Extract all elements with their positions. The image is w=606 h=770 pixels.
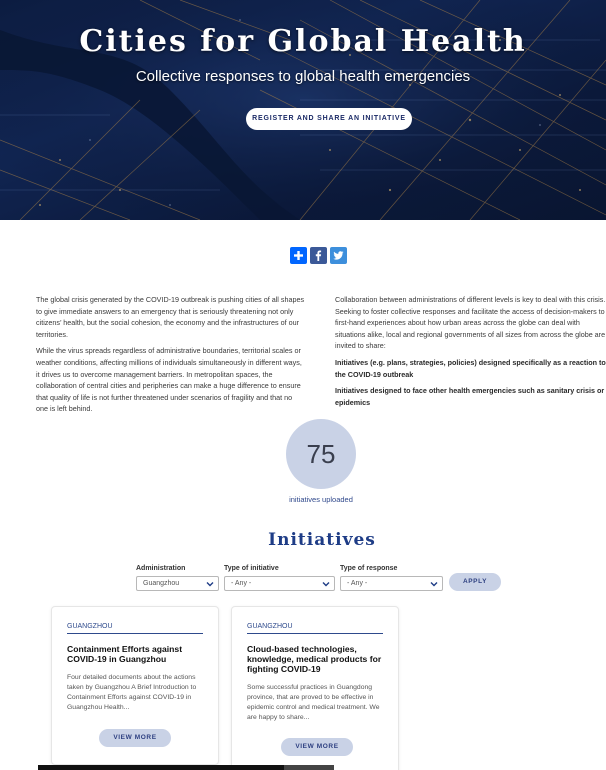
filter-type-initiative-label: Type of initiative (224, 565, 279, 572)
initiative-card (231, 606, 399, 770)
initiative-card (51, 606, 219, 765)
register-initiative-button[interactable]: REGISTER AND SHARE AN INITIATIVE (246, 108, 412, 130)
intro-paragraph: Collaboration between administrations of different levels is key to deal with this crisis. Seeking to foster collective responses and facilitate the access of decision-makers to first-hand experiences about how urban areas across the globe can deal with situations alike, local and regional governments of all sizes from across the globe are invited to share: (335, 295, 606, 351)
intro-left-column (36, 294, 306, 420)
chevron-down-icon (206, 580, 214, 588)
filter-type-response (340, 565, 443, 591)
intro-paragraph: The global crisis generated by the COVID-19 outbreak is pushing cities of all shapes to give immediate answers to an emergency that is seriously threatening not only citizens’ health, but the social cohesion, the economy and the infrastructures of our territories. (36, 295, 305, 339)
type-response-select-value: - Any - (347, 580, 368, 587)
filter-administration-label: Administration (136, 565, 186, 572)
intro-bold-item: Initiatives (e.g. plans, strategies, policies) designed specifically as a reaction to the COVID-19 outbreak (335, 357, 606, 379)
card-region-label[interactable]: GUANGZHOU (67, 623, 203, 634)
card-description: Four detailed documents about the actions taken by Guangzhou A Brief Introduction to Containment Efforts against COVID-19 in Guangzhou Health... (67, 674, 197, 711)
type-response-select[interactable] (340, 576, 443, 591)
view-more-button[interactable]: VIEW MORE (99, 729, 171, 747)
facebook-icon (313, 250, 324, 261)
administration-select[interactable] (136, 576, 219, 591)
intro-bold-item: Initiatives designed to face other health emergencies such as sanitary crisis or epidemics (335, 386, 605, 407)
initiatives-counter: 75 (286, 419, 356, 489)
hero-banner (0, 0, 606, 220)
apply-filters-button[interactable]: APPLY (449, 573, 501, 591)
chevron-down-icon (322, 580, 330, 588)
card-title[interactable]: Containment Efforts against COVID-19 in Guangzhou (67, 644, 183, 664)
initiatives-counter-label: initiatives uploaded (289, 495, 353, 504)
initiatives-heading: Initiatives (268, 530, 376, 550)
card-description: Some successful practices in Guangdong province, that are proved to be effective in epidemic control and medical treatment. We are happy to share... (247, 684, 380, 721)
view-more-button[interactable]: VIEW MORE (281, 738, 353, 756)
type-initiative-select[interactable] (224, 576, 335, 591)
card-title[interactable]: Cloud-based technologies, knowledge, medical products for fighting COVID-19 (247, 644, 382, 674)
card-region-label[interactable]: GUANGZHOU (247, 623, 383, 634)
filter-type-response-label: Type of response (340, 565, 398, 572)
filter-administration (136, 565, 219, 591)
plus-icon (293, 250, 304, 261)
twitter-icon (333, 250, 344, 261)
intro-right-column (335, 294, 606, 413)
share-twitter-button[interactable] (330, 247, 347, 264)
scrollbar-thumb[interactable] (284, 765, 334, 770)
share-bar (290, 247, 347, 264)
page-title: Cities for Global Health (79, 24, 527, 59)
share-add-button[interactable] (290, 247, 307, 264)
chevron-down-icon (430, 580, 438, 588)
intro-paragraph: While the virus spreads regardless of administrative boundaries, territorial scales or weather conditions, affecting millions of individuals simultaneously in different ways, it drives us to overcome management barriers. In metropolitan spaces, the collaboration of central cities and peripheries can make a huge difference to ensure that quality of life is not further threatened under scenarios of fragility and that no one is left behind. (36, 346, 302, 414)
administration-select-value: Guangzhou (143, 580, 180, 587)
type-initiative-select-value: - Any - (231, 580, 252, 587)
filter-type-initiative (224, 565, 335, 591)
share-facebook-button[interactable] (310, 247, 327, 264)
page-subtitle: Collective responses to global health emergencies (135, 68, 471, 85)
